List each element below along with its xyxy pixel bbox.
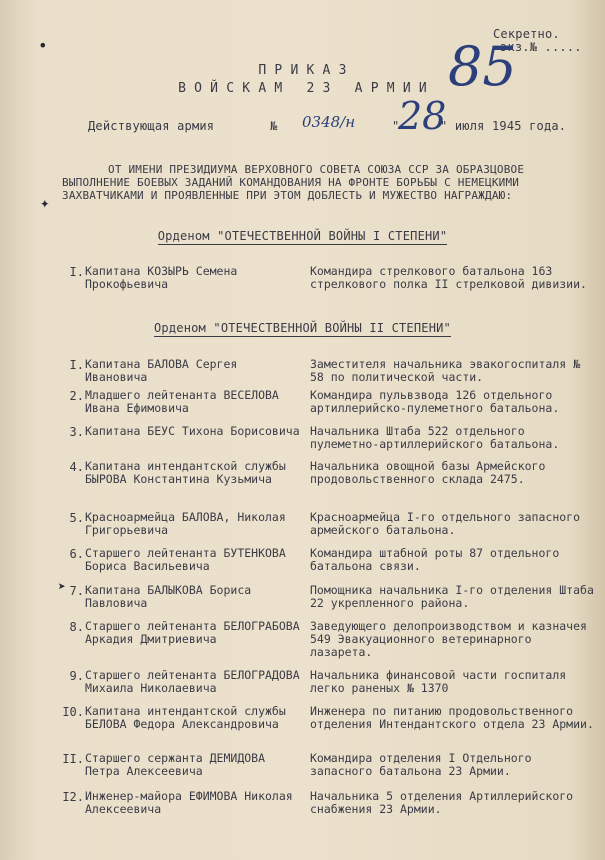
entry-post: Командира пульвзвода 126 отдельного артиллерийско-пулеметного батальона.: [310, 388, 560, 415]
order-subtitle: В О Й С К А М 2 3 А Р М И И: [178, 81, 427, 96]
entry-post: Начальника 5 отделения Артиллерийского снабжения 23 Армии.: [310, 789, 574, 816]
date-text: " июля 1945 года.: [440, 119, 567, 133]
entry-post: Заместителя начальника эвакогоспиталя № 58 по политической части.: [310, 357, 581, 384]
entry-name: Инженер-майора ЕФИМОВА Николая Алексеевича: [85, 789, 293, 816]
secret-label: Секретно.: [493, 27, 560, 41]
number-prefix: №: [270, 119, 278, 133]
entry-post: Заведующего делопроизводством и казначея 549 Эвакуационного ветеринарного лазарета.: [310, 619, 587, 659]
entry-name: Капитана БАЛОВА Сергея Ивановича: [85, 357, 238, 384]
pointer-mark: ➤: [58, 580, 66, 595]
entry-number: I.: [69, 265, 84, 279]
entry-number: 3.: [69, 425, 84, 439]
entry-name: Капитана интендантской службы БЕЛОВА Федора Александровича: [85, 704, 286, 731]
entry-post: Помощника начальника I-го отделения Штаба 22 укрепленного района.: [310, 583, 594, 610]
entry-number: I2.: [62, 790, 84, 804]
order-title: П Р И К А З: [258, 63, 347, 78]
section-heading-2: Орденом "ОТЕЧЕСТВЕННОЙ ВОЙНЫ II СТЕПЕНИ": [154, 321, 451, 335]
copy-label: экз.№ .....: [500, 40, 582, 54]
entry-name: Красноармейца БАЛОВА, Николая Григорьевича: [85, 510, 286, 537]
entry-number: II.: [62, 752, 84, 766]
entry-number: 5.: [69, 511, 84, 525]
entry-name: Старшего лейтенанта БЕЛОГРАДОВА Михаила Николаевича: [85, 668, 300, 695]
entry-post: Начальника финансовой части госпиталя легко раненых № 1370: [310, 668, 567, 695]
entry-post: Начальника Штаба 522 отдельного пулеметно-артиллерийского батальона.: [310, 424, 560, 451]
entry-number: 8.: [69, 620, 84, 634]
entry-name: Старшего лейтенанта БЕЛОГРАБОВА Аркадия Дмитриевича: [85, 619, 300, 646]
section-heading-1: Орденом "ОТЕЧЕСТВЕННОЙ ВОЙНЫ I СТЕПЕНИ": [157, 229, 448, 243]
entry-name: Старшего лейтенанта БУТЕНКОВА Бориса Васильевича: [85, 546, 286, 573]
preamble-line: ОТ ИМЕНИ ПРЕЗИДИУМА ВЕРХОВНОГО СОВЕТА СОЮЗА ССР ЗА ОБРАЗЦОВОЕ: [108, 163, 525, 176]
preamble-line: ВЫПОЛНЕНИЕ БОЕВЫХ ЗАДАНИЙ КОМАНДОВАНИЯ НА ФРОНТЕ БОРЬБЫ С НЕМЕЦКИМИ: [62, 176, 520, 189]
entry-post: Командира штабной роты 87 отдельного батальона связи.: [310, 546, 560, 573]
preamble-line: ЗАХВАТЧИКАМИ И ПРОЯВЛЕННЫЕ ПРИ ЭТОМ ДОБЛЕСТЬ И МУЖЕСТВО НАГРАЖДАЮ:: [62, 189, 513, 202]
entry-post: Начальника овощной базы Армейского продовольственного склада 2475.: [310, 459, 546, 486]
entry-number: 9.: [69, 669, 84, 683]
entry-name: Капитана БЕУС Тихона Борисовича: [85, 424, 300, 438]
document-page: • ✦ ➤ Секретно. экз.№ ..... 85 П Р И К А З В О Й С К А М 2 3 А Р М И И Действующая армия № 0348/н " 28 " июля 1945 года. ОТ ИМЕНИ ПРЕЗИДИУМА ВЕРХОВНОГО СОВЕТА СОЮЗА ССР ЗА ОБРАЗЦОВОЕ ВЫПОЛНЕНИЕ БОЕВЫХ ЗАДАНИЙ КОМАНДОВАНИЯ НА ФРОНТЕ БОРЬБЫ С НЕМЕЦКИМИ ЗАХВАТЧИКАМИ И ПРОЯВЛЕННЫЕ ПРИ ЭТОМ ДОБЛЕСТЬ И МУЖЕСТВО НАГРАЖДАЮ: Орденом "ОТЕЧЕСТВЕННОЙ ВОЙНЫ I СТЕПЕНИ" I. Капитана КОЗЫРЬ Семена Прокофьевича Командира стрелкового батальона 163 стрелкового полка II стрелковой дивизии. Орденом "ОТЕЧЕСТВЕННОЙ ВОЙНЫ II СТЕПЕНИ" I. Капитана БАЛОВА Сергея Ивановича Заместителя начальника эвакогоспиталя № 58 по политической части. 2. Младшего лейтенанта ВЕСЕЛОВА Ивана Ефимовича Командира пульвзвода 126 отдельного артиллерийско-пулеметного батальона. 3. Капитана БЕУС Тихона Борисовича Начальника Штаба 522 отдельного пулеметно-артиллерийского батальона. 4. Капитана интендантской службы БЫРОВА Константина Кузьмича Начальника овощной базы Армейского продовольственного склада 2475. 5. Красноармейца БАЛОВА, Николая Григорьевича Красноармейца I-го отдельного запасного армейского батальона. 6. Старшего лейтенанта БУТЕНКОВА Бориса Васильевича Командира штабной роты 87 отдельного батальона связи. 7. Капитана БАЛЫКОВА Бориса Павловича Помощника начальника I-го отделения Штаба 22 укрепленного района. 8. Старшего лейтенанта БЕЛОГРАБОВА Аркадия Дмитриевича Заведующего делопроизводством и казначея 549 Эвакуационного ветеринарного лазарета. 9. Старшего лейтенанта БЕЛОГРАДОВА Михаила Николаевича Начальника финансовой части госпиталя легко раненых № 1370 I0. Капитана интендантской службы БЕЛОВА Федора Александровича Инженера по питанию продовольственного отделения Интендантского отдела 23 Армии. II. Старшего сержанта ДЕМИДОВА Петра Алексеевича Командира отделения I Отдельного запасного батальона 23 Армии. I2. Инженер-майора ЕФИМОВА Николая Алексеевича Начальника 5 отделения Артиллерийского снабжения 23 Армии.: [0, 0, 605, 860]
entry-post: Инженера по питанию продовольственного отделения Интендантского отдела 23 Армии.: [310, 704, 594, 731]
entry-name: Капитана КОЗЫРЬ Семена Прокофьевича: [85, 264, 238, 291]
entry-post: Красноармейца I-го отдельного запасного армейского батальона.: [310, 510, 581, 537]
entry-number: 4.: [69, 460, 84, 474]
entry-number: 7.: [69, 584, 84, 598]
entry-post: Командира отделения I Отдельного запасного батальона 23 Армии.: [310, 751, 532, 778]
punch-mark: •: [38, 36, 48, 55]
entry-name: Старшего сержанта ДЕМИДОВА Петра Алексеевича: [85, 751, 266, 778]
entry-name: Капитана интендантской службы БЫРОВА Константина Кузьмича: [85, 459, 286, 486]
entry-number: I0.: [62, 705, 84, 719]
handwritten-order-number: 0348/н: [302, 113, 356, 131]
punch-mark: ✦: [40, 193, 50, 212]
entry-number: 6.: [69, 547, 84, 561]
entry-number: 2.: [69, 389, 84, 403]
handwritten-date-day: 28: [398, 94, 447, 138]
entry-name: Младшего лейтенанта ВЕСЕЛОВА Ивана Ефимовича: [85, 388, 279, 415]
entry-post: Командира стрелкового батальона 163 стрелкового полка II стрелковой дивизии.: [310, 264, 587, 291]
entry-name: Капитана БАЛЫКОВА Бориса Павловича: [85, 583, 252, 610]
army-label: Действующая армия: [88, 119, 215, 133]
handwritten-number: 85: [448, 35, 517, 98]
entry-number: I.: [69, 358, 84, 372]
